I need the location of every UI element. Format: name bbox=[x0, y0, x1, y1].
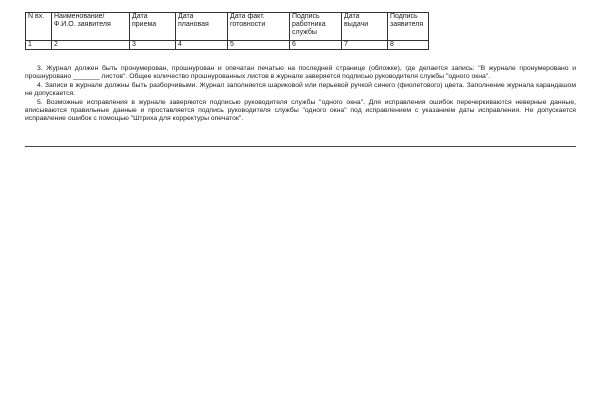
paragraph-5: 5. Возможные исправления в журнале заверяются подписью руководителя службы "одного окна". Для исправления ошибок перечеркиваются неверные данные, вписываются правильные данные и проставляется подпись руководителя службы "одного окна" под исправлением с указанием даты исправления. Не допускается исправление ошибок с помощью "Штриха для корректуры опечаток". bbox=[25, 98, 576, 123]
horizontal-divider bbox=[25, 146, 576, 147]
header-cell: Дата плановая bbox=[176, 13, 228, 41]
header-cell: Подпись заявителя bbox=[388, 13, 429, 41]
number-cell: 2 bbox=[52, 41, 130, 50]
number-cell: 8 bbox=[388, 41, 429, 50]
number-cell: 7 bbox=[342, 41, 388, 50]
header-cell: Дата факт. готовности bbox=[228, 13, 290, 41]
number-cell: 5 bbox=[228, 41, 290, 50]
journal-table bbox=[25, 12, 429, 50]
header-cell: Наименование/ Ф.И.О. заявителя bbox=[52, 13, 130, 41]
table-header-row bbox=[26, 13, 429, 41]
header-cell: Подпись работника службы bbox=[290, 13, 342, 41]
paragraph-4: 4. Записи в журнале должны быть разборчивыми. Журнал заполняется шариковой или перьевой ручкой синего (фиолетового) цвета. Заполнение журнала карандашом не допускается. bbox=[25, 81, 576, 98]
header-cell: Дата выдачи bbox=[342, 13, 388, 41]
table-number-row bbox=[26, 41, 429, 50]
header-cell: Дата приема bbox=[130, 13, 176, 41]
number-cell: 1 bbox=[26, 41, 52, 50]
header-cell: N вх. bbox=[26, 13, 52, 41]
number-cell: 6 bbox=[290, 41, 342, 50]
number-cell: 4 bbox=[176, 41, 228, 50]
paragraph-3: 3. Журнал должен быть пронумерован, прошнурован и опечатан печатью на последней странице (обложке), где делается запись: "В журнале пронумеровано и прошнуровано _______ листов". Общее количество прошнурованных листов в журнале заверяется подписью руководителя службы "одного окна". bbox=[25, 65, 576, 81]
number-cell: 3 bbox=[130, 41, 176, 50]
instructions-text bbox=[25, 65, 576, 124]
